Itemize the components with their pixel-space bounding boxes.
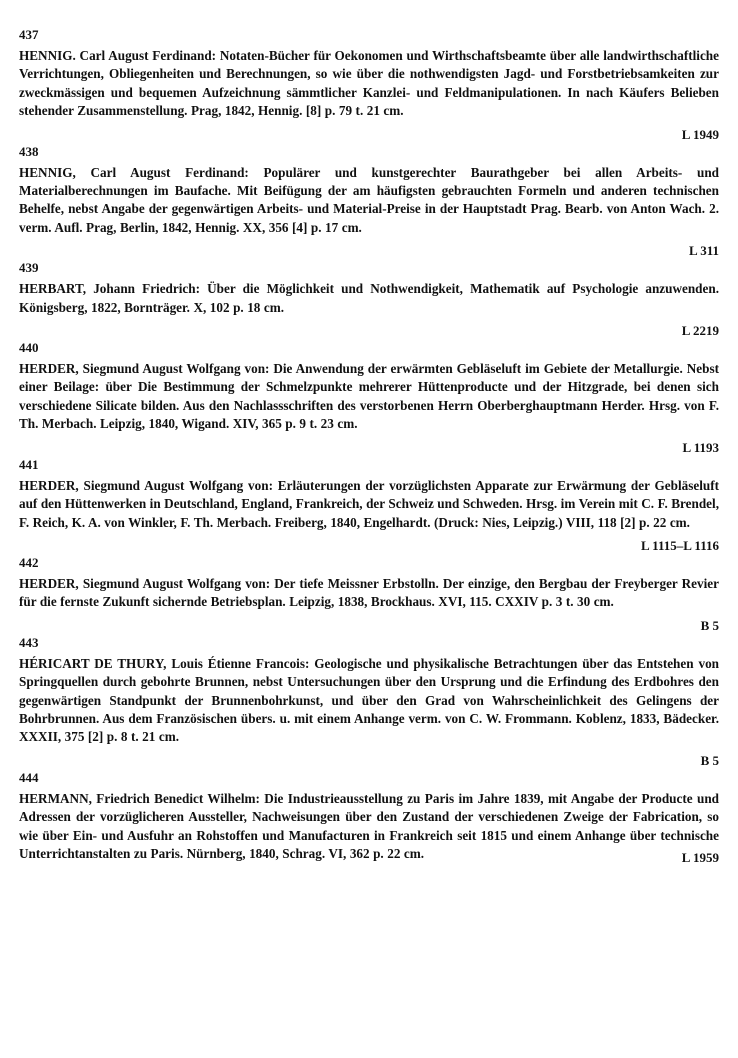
catalog-entry-438 <box>19 143 719 260</box>
entry-signature: L 1949 <box>681 126 719 142</box>
entry-number: 444 <box>19 769 39 785</box>
entry-signature: L 1193 <box>682 439 719 455</box>
entry-text: HERDER, Siegmund August Wolfgang von: Die Anwendung der erwärmten Gebläseluft im Gebiete der Metallurgie. Nebst einer Beilage: über Die Bestimmung der Schmelzpunkte mehrerer Hüttenproducte und der Hitzgrade, bei denen sich verschiedene Silicate bilden. Aus den Nachlassschriften des verstorbenen Herrn Oberberghauptmann Herder. Hrsg. von F. Th. Merbach. Leipzig, 1840, Wigand. XIV, 365 p. 9 t. 23 cm. <box>19 361 719 432</box>
entry-signature: L 311 <box>689 243 719 259</box>
catalog-entry-440 <box>19 339 719 456</box>
entry-signature: L 1959 <box>681 850 719 866</box>
entry-text: HERBART, Johann Friedrich: Über die Möglichkeit und Nothwendigkeit, Mathematik auf Psychologie anzuwenden. Königsberg, 1822, Bornträger. X, 102 p. 18 cm. <box>19 281 719 315</box>
entry-signature: L 2219 <box>681 323 719 339</box>
catalog-entry-439 <box>19 259 719 339</box>
catalog-entry-443 <box>19 634 719 769</box>
entry-text: HENNIG. Carl August Ferdinand: Notaten-Bücher für Oekonomen und Wirthschaftsbeamte über alle landwirthschaftliche Verrichtungen, Obliegenheiten und Berechnungen, so wie über die nothwendigsten Jagd- und Forstbetriebsamkeiten zur zweckmässigen und bequemen Aufzeichnung sämmtlicher Kanzlei- und Feldmanipulationen. In nach Käufers Belieben stehender Zusammenstellung. Prag, 1842, Hennig. [8] p. 79 t. 21 cm. <box>19 48 719 119</box>
entry-text: HERMANN, Friedrich Benedict Wilhelm: Die Industrieausstellung zu Paris im Jahre 1839, mit Angabe der Producte und Adressen der vorzüglicheren Aussteller, Nachweisungen über den Zustand der verschiedenen Zweige der Fabrication, so wie über Ein- und Ausfuhr an Rohstoffen und Manufacturen in Frankreich seit 1815 und einem Anhange über technische Unterrichtanstalten zu Paris. Nürnberg, 1840, Schrag. VI, 362 p. 22 cm. <box>19 790 719 861</box>
catalog-page <box>19 26 719 866</box>
entry-number: 437 <box>19 27 39 42</box>
entry-number: 438 <box>19 143 39 159</box>
entry-text: HERDER, Siegmund August Wolfgang von: Erläuterungen der vorzüglichsten Apparate zur Erwärmung der Gebläseluft auf den Hüttenwerken in Deutschland, England, Frankreich, der Schweiz und Schweden. Hrsg. im Verein mit C. F. Brendel, F. Reich, K. A. von Winkler, F. Th. Merbach. Freiberg, 1840, Engelhardt. (Druck: Nies, Leipzig.) VIII, 118 [2] p. 22 cm. <box>19 477 719 530</box>
catalog-entry-441 <box>19 456 719 554</box>
entry-text: HERDER, Siegmund August Wolfgang von: Der tiefe Meissner Erbstolln. Der einzige, den Bergbau der Freyberger Revier für die fernste Zukunft sichernde Betriebsplan. Leipzig, 1838, Brockhaus. XVI, 115. CXXIV p. 3 t. 30 cm. <box>19 575 719 610</box>
entry-signature: L 1115–L 1116 <box>640 537 719 553</box>
entry-number: 440 <box>19 340 39 356</box>
entry-number: 441 <box>19 456 39 472</box>
catalog-entry-442 <box>19 554 719 634</box>
catalog-entry-437 <box>19 26 719 143</box>
entry-signature: B 5 <box>700 617 719 633</box>
entry-signature: B 5 <box>700 752 719 768</box>
entry-number: 443 <box>19 634 39 650</box>
entry-number: 442 <box>19 554 39 570</box>
entry-text: HENNIG, Carl August Ferdinand: Populärer und kunstgerechter Baurathgeber bei allen Arbeits- und Materialberechnungen im Baufache. Mit Beifügung der am häufigsten gebrauchten Formeln und anderen technischen Behelfe, nebst Angabe der gegenwärtigen Arbeits- und Material-Preise in der Hauptstadt Prag. Bearb. von Anton Wach. 2. verm. Aufl. Prag, Berlin, 1842, Hennig. XX, 356 [4] p. 17 cm. <box>19 164 719 235</box>
catalog-entry-444 <box>19 769 719 867</box>
entry-number: 439 <box>19 260 39 276</box>
entry-text: HÉRICART DE THURY, Louis Étienne Francois: Geologische und physikalische Betrachtungen über das Entstehen von Springquellen durch gebohrte Brunnen, nebst Untersuchungen über den Ursprung und die Erfindung des Erdbohres den gegenwärtigen Standpunkt der Brunnenbohrkunst, und über den Grad von Wahrscheinlichkeit des Gelingens der Bohrbrunnen. Aus dem Französischen übers. u. mit einem Anhange verm. von C. W. Frommann. Koblenz, 1833, Bädecker. XXXII, 375 [2] p. 8 t. 21 cm. <box>19 655 719 745</box>
